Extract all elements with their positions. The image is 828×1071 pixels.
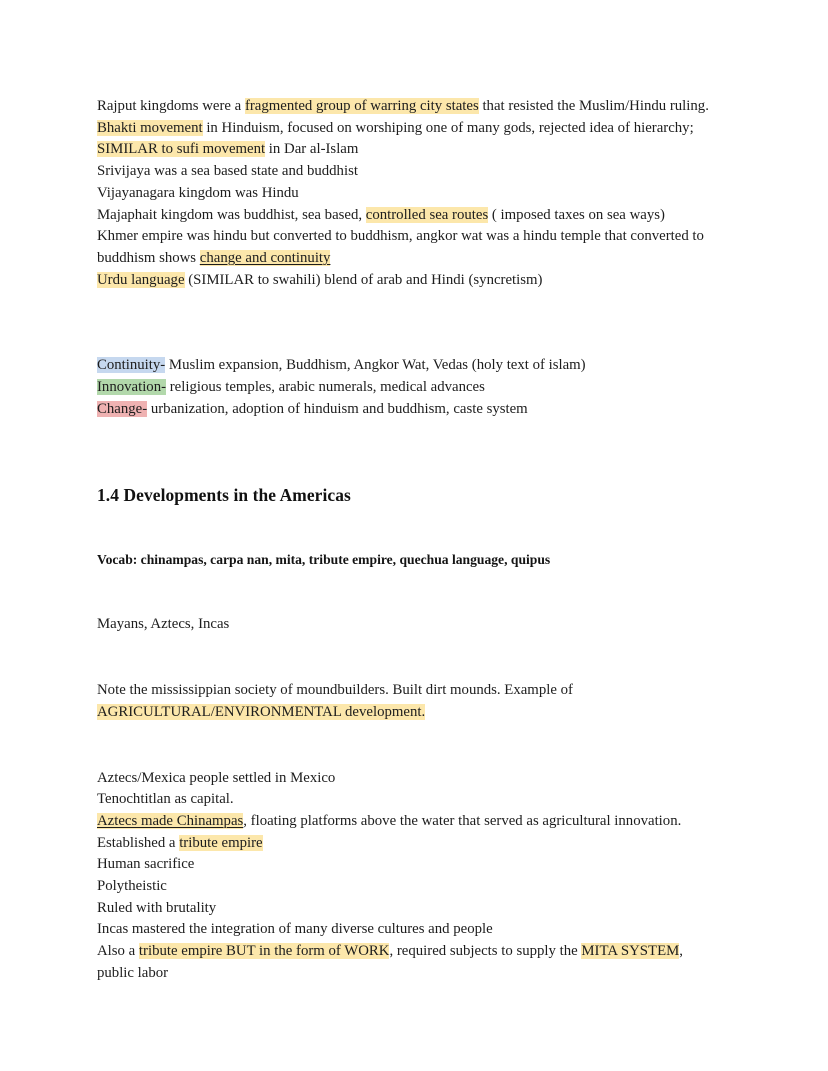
paragraph-line: Also a tribute empire BUT in the form of WORK, required subjects to supply the MITA SYSTEM, public labor: [97, 943, 683, 981]
paragraph-line: Bhakti movement in Hinduism, focused on worshiping one of many gods, rejected idea of hierarchy; SIMILAR to sufi movement in Dar al-Islam: [97, 119, 694, 158]
paragraph-line: Srivijaya was a sea based state and buddhist: [97, 163, 358, 180]
paragraph-line: Aztecs/Mexica people settled in Mexico: [97, 769, 336, 786]
document-content: [97, 96, 723, 985]
block-spacer: [97, 636, 723, 680]
paragraph-line: Human sacrifice: [97, 856, 195, 873]
page-title: 1.4 Developments in the Americas: [97, 485, 351, 506]
section-spacer: [97, 420, 723, 484]
highlighted-text: Innovation-: [97, 379, 167, 396]
highlighted-text: AGRICULTURAL/ENVIRONMENTAL development.: [97, 703, 426, 720]
highlighted-text: Bhakti movement: [97, 119, 203, 136]
highlighted-text: tribute empire: [179, 834, 263, 851]
block-mississippian: [97, 680, 723, 723]
section-south-asia: [97, 96, 723, 291]
highlighted-text: Change-: [97, 400, 148, 417]
paragraph-line: Polytheistic: [97, 878, 167, 895]
section-spacer: [97, 291, 723, 355]
highlighted-text: Continuity-: [97, 357, 166, 374]
vocab-list: Vocab: chinampas, carpa nan, mita, tribute empire, quechua language, quipus: [97, 552, 551, 568]
highlighted-text: change and continuity: [199, 249, 331, 266]
paragraph-line: Incas mastered the integration of many diverse cultures and people: [97, 921, 493, 938]
paragraph-line: Aztecs made Chinampas, floating platforms above the water that served as agricultural innovation.: [97, 812, 682, 829]
block-spacer: [97, 724, 723, 768]
paragraph-line: Tenochtitlan as capital.: [97, 791, 234, 808]
paragraph-line: Vijayanagara kingdom was Hindu: [97, 184, 299, 201]
key-line-change: Change- urbanization, adoption of hinduism and buddhism, caste system: [97, 400, 528, 417]
key-line-continuity: Continuity- Muslim expansion, Buddhism, Angkor Wat, Vedas (holy text of islam): [97, 357, 586, 374]
highlighted-text: SIMILAR to sufi movement: [97, 141, 266, 158]
paragraph-line: Note the mississippian society of moundbuilders. Built dirt mounds. Example of AGRICULTURAL/ENVIRONMENTAL development.: [97, 682, 573, 720]
paragraph-line: Mayans, Aztecs, Incas: [97, 616, 230, 633]
highlighted-text: controlled sea routes: [365, 206, 489, 223]
paragraph-line: Rajput kingdoms were a fragmented group of warring city states that resisted the Muslim/Hindu ruling.: [97, 98, 709, 114]
paragraph-line: Khmer empire was hindu but converted to buddhism, angkor wat was a hindu temple that converted to buddhism shows change and continuity: [97, 228, 704, 266]
highlighted-text: fragmented group of warring city states: [244, 98, 479, 114]
block-aztec-inca: [97, 768, 723, 985]
key-line-innovation: Innovation- religious temples, arabic numerals, medical advances: [97, 379, 485, 396]
highlighted-text: Urdu language: [97, 271, 185, 288]
highlighted-text: Aztecs made Chinampas: [97, 812, 244, 829]
vocab-spacer: [97, 570, 723, 614]
highlighted-text: MITA SYSTEM: [581, 943, 680, 960]
block-civilizations: [97, 614, 723, 636]
highlighted-text: tribute empire BUT in the form of WORK: [138, 943, 390, 960]
paragraph-line: Established a tribute empire: [97, 834, 263, 851]
paragraph-line: Majaphait kingdom was buddhist, sea based, controlled sea routes ( imposed taxes on sea ways): [97, 206, 665, 223]
paragraph-line: Urdu language (SIMILAR to swahili) blend of arab and Hindi (syncretism): [97, 271, 543, 288]
heading-spacer: [97, 506, 723, 550]
section-key-terms: [97, 355, 723, 420]
paragraph-line: Ruled with brutality: [97, 899, 217, 916]
